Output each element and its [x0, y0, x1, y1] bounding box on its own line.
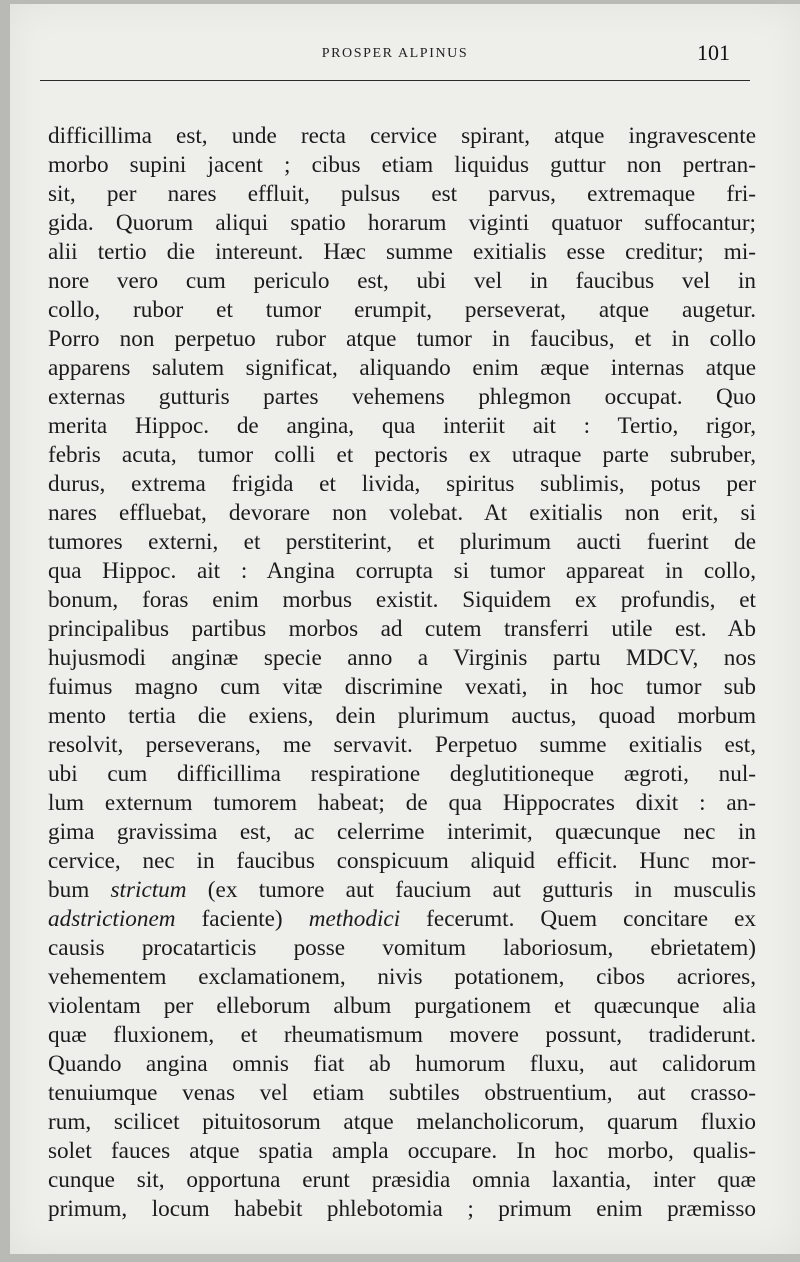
text-line: tumores externi, et perstiterint, et plurimum aucti fuerint de	[48, 529, 756, 555]
text-run: bum	[48, 877, 111, 903]
text-line: ubi cum difficillima respiratione deglutitioneque ægroti, nul-	[48, 761, 756, 787]
text-line: tenuiumque venas vel etiam subtiles obstruentium, aut crasso-	[48, 1080, 756, 1106]
text-line: mento tertia die exiens, dein plurimum auctus, quoad morbum	[48, 703, 756, 729]
text-line: Porro non perpetuo rubor atque tumor in faucibus, et in collo	[48, 326, 756, 352]
text-line: Quando angina omnis fiat ab humorum fluxu, aut calidorum	[48, 1051, 756, 1077]
text-run: faciente)	[175, 906, 309, 932]
italic-term: methodici	[308, 906, 401, 932]
text-line: merita Hippoc. de angina, qua interiit ait : Tertio, rigor,	[48, 413, 756, 439]
text-line: vehementem exclamationem, nivis potationem, cibos acriores,	[48, 964, 756, 990]
text-line: alii tertio die intereunt. Hæc summe exitialis esse creditur; mi-	[48, 239, 756, 265]
text-line-with-italic	[48, 905, 756, 934]
italic-term: strictum	[110, 877, 187, 903]
text-line: principalibus partibus morbos ad cutem transferri utile est. Ab	[48, 616, 756, 642]
running-head: PROSPER ALPINUS	[321, 46, 469, 61]
text-line: qua Hippoc. ait : Angina corrupta si tumor appareat in collo,	[48, 558, 756, 584]
text-line: durus, extrema frigida et livida, spiritus sublimis, potus per	[48, 471, 756, 497]
text-line: gida. Quorum aliqui spatio horarum viginti quatuor suffocantur;	[48, 210, 756, 236]
text-line: morbo supini jacent ; cibus etiam liquidus guttur non pertran-	[48, 152, 756, 178]
text-line: febris acuta, tumor colli et pectoris ex utraque parte subruber,	[48, 442, 756, 468]
text-run: fecerumt. Quem concitare ex	[400, 906, 756, 932]
page-header	[40, 40, 750, 81]
text-line: apparens salutem significat, aliquando enim æque internas atque	[48, 355, 756, 381]
text-line: quæ fluxionem, et rheumatismum movere possunt, tradiderunt.	[48, 1022, 756, 1048]
italic-term: adstrictionem	[48, 906, 176, 932]
text-line: cervice, nec in faucibus conspicuum aliquid efficit. Hunc mor-	[48, 848, 756, 874]
text-line: sit, per nares effluit, pulsus est parvus, extremaque fri-	[48, 181, 756, 207]
text-line: nares effluebat, devorare non volebat. At exitialis non erit, si	[48, 500, 756, 526]
text-line-with-italic	[48, 876, 756, 905]
text-line: fuimus magno cum vitæ discrimine vexati, in hoc tumor sub	[48, 674, 756, 700]
text-line: lum externum tumorem habeat; de qua Hippocrates dixit : an-	[48, 790, 756, 816]
book-page	[10, 4, 800, 1254]
text-line: rum, scilicet pituitosorum atque melancholicorum, quarum fluxio	[48, 1109, 756, 1135]
text-line: cunque sit, opportuna erunt præsidia omnia laxantia, inter quæ	[48, 1167, 756, 1193]
text-line: causis procatarticis posse vomitum laboriosum, ebrietatem)	[48, 935, 756, 961]
text-line: primum, locum habebit phlebotomia ; primum enim præmisso	[48, 1196, 756, 1222]
text-line: nore vero cum periculo est, ubi vel in faucibus vel in	[48, 268, 756, 294]
text-line: violentam per elleborum album purgationem et quæcunque alia	[48, 993, 756, 1019]
body-text	[48, 122, 756, 1224]
text-line: gima gravissima est, ac celerrime interimit, quæcunque nec in	[48, 819, 756, 845]
text-line: hujusmodi anginæ specie anno a Virginis partu MDCV, nos	[48, 645, 756, 671]
text-line: difficillima est, unde recta cervice spirant, atque ingravescente	[48, 123, 756, 149]
page-number: 101	[697, 40, 730, 65]
text-line: resolvit, perseverans, me servavit. Perpetuo summe exitialis est,	[48, 732, 756, 758]
text-run: (ex tumore aut faucium aut gutturis in musculis	[186, 877, 756, 903]
text-line: collo, rubor et tumor erumpit, perseverat, atque augetur.	[48, 297, 756, 323]
text-line: solet fauces atque spatia ampla occupare. In hoc morbo, qualis-	[48, 1138, 756, 1164]
text-line: externas gutturis partes vehemens phlegmon occupat. Quo	[48, 384, 756, 410]
text-line: bonum, foras enim morbus existit. Siquidem ex profundis, et	[48, 587, 756, 613]
